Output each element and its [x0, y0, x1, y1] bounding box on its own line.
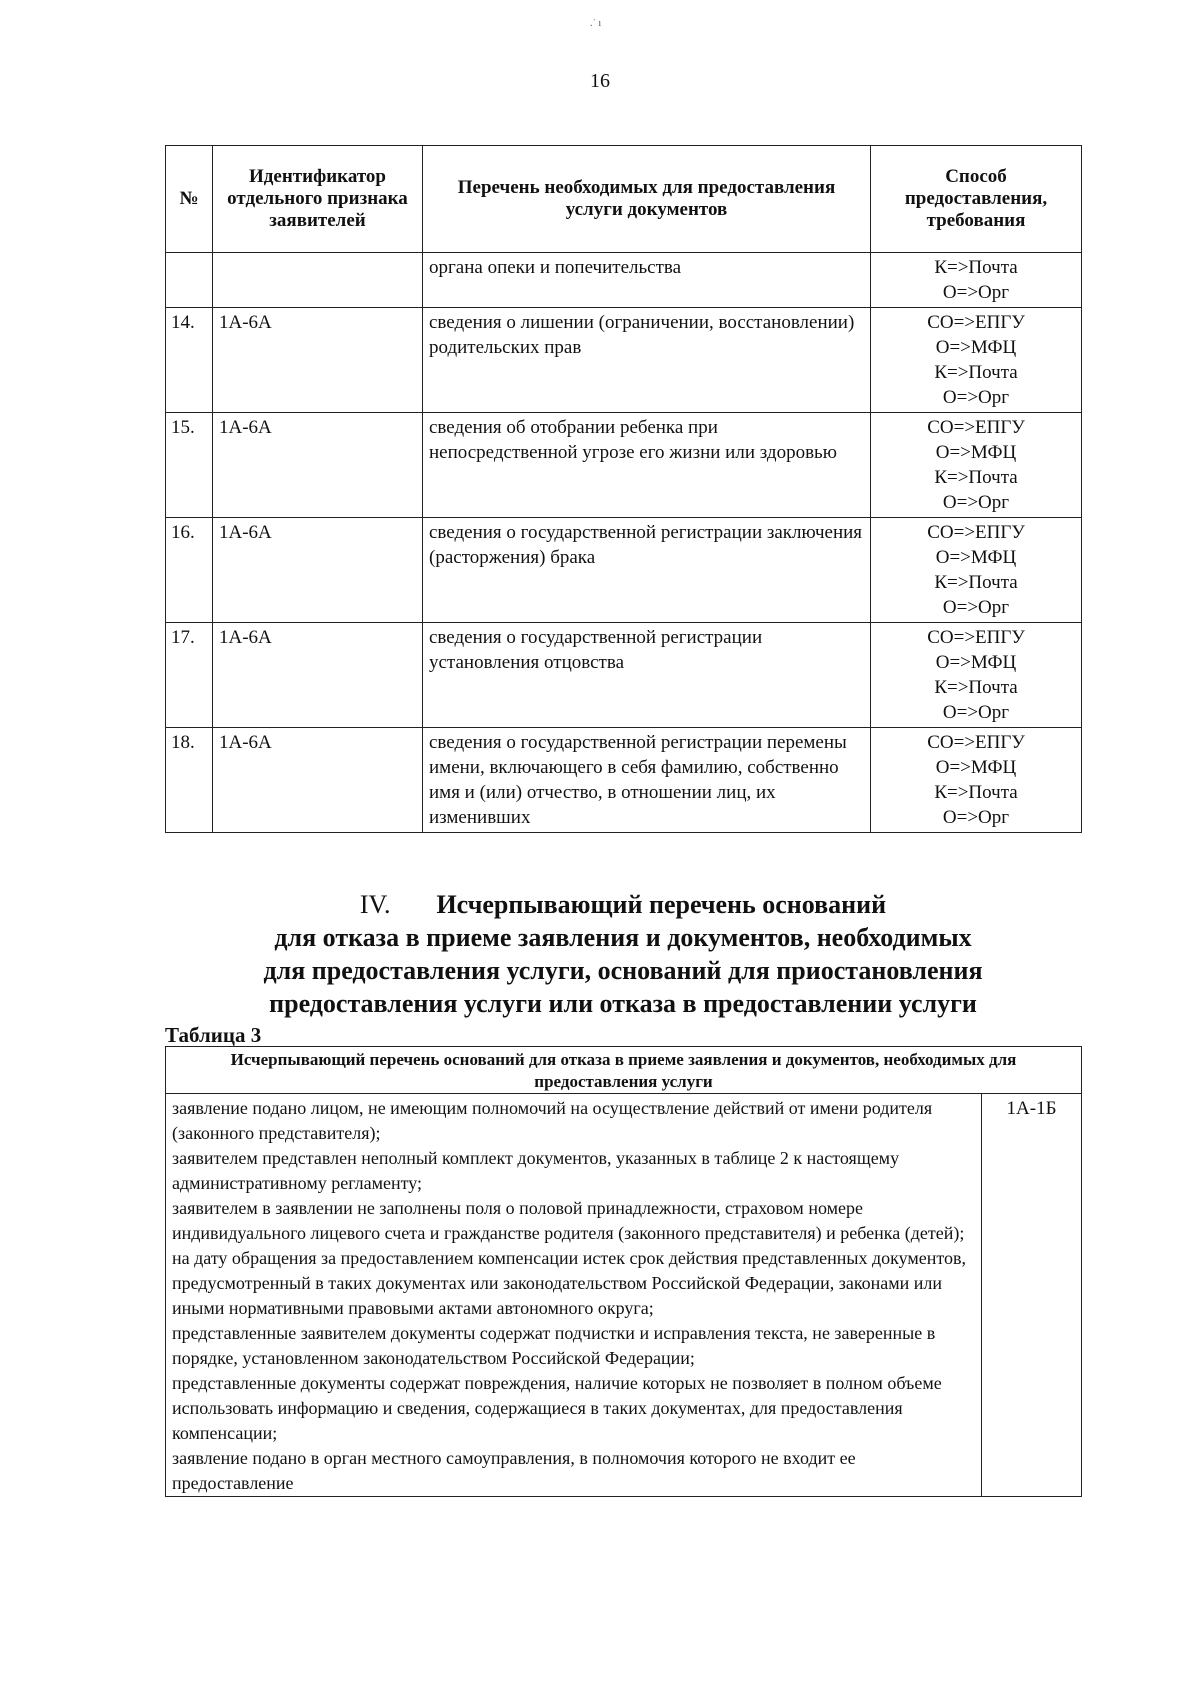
- documents-table: [165, 145, 1082, 833]
- refusal-grounds-table: [165, 1046, 1082, 1497]
- documents-table-header: [166, 146, 1082, 253]
- method-item: К=>Почта: [934, 782, 1018, 803]
- method-item: СО=>ЕПГУ: [927, 522, 1025, 543]
- header-num: №: [166, 146, 213, 253]
- method-item: К=>Почта: [934, 362, 1018, 383]
- table-row: [166, 308, 1082, 413]
- section-title-line: [165, 888, 1081, 921]
- refusal-table-title: Исчерпывающий перечень оснований для отказа в приеме заявления и документов, необходимых для предоставления услуги: [166, 1047, 1082, 1094]
- method-item: О=>МФЦ: [935, 547, 1017, 568]
- list-item: заявление подано лицом, не имеющим полномочий на осуществление действий от имени родителя (законного представителя);: [172, 1098, 933, 1143]
- row-document: органа опеки и попечительства: [423, 253, 871, 308]
- row-num: [166, 253, 213, 308]
- table-row: [166, 1094, 1082, 1497]
- section-numeral: IV.: [359, 890, 391, 919]
- row-num: 14.: [166, 308, 213, 413]
- list-item: заявителем представлен неполный комплект документов, указанных в таблице 2 к настоящему административному регламенту;: [172, 1148, 900, 1193]
- row-identifier: 1А-6А: [213, 308, 423, 413]
- method-item: К=>Почта: [934, 467, 1018, 488]
- row-identifier: 1А-6А: [213, 728, 423, 833]
- row-num: 16.: [166, 518, 213, 623]
- list-item: на дату обращения за предоставлением компенсации истек срок действия представленных документов, предусмотренный в таких документах или законодательством Российской Федерации, законами или иными нормативными правовыми актами автономного округа;: [172, 1248, 966, 1318]
- section-title-text: Исчерпывающий перечень оснований: [436, 890, 887, 919]
- table-row: [166, 728, 1082, 833]
- refusal-table-header: [166, 1047, 1082, 1094]
- row-identifier: 1А-6А: [213, 623, 423, 728]
- method-item: О=>Орг: [942, 702, 1010, 723]
- row-identifier: 1А-6А: [213, 518, 423, 623]
- method-item: О=>МФЦ: [935, 442, 1017, 463]
- table-row: [166, 623, 1082, 728]
- method-item: О=>МФЦ: [935, 757, 1017, 778]
- row-num: 18.: [166, 728, 213, 833]
- method-item: О=>Орг: [942, 807, 1010, 828]
- row-num: 17.: [166, 623, 213, 728]
- section-title-line: для предоставления услуги, оснований для приостановления: [263, 956, 983, 985]
- section-title: [165, 888, 1081, 1020]
- method-item: О=>Орг: [942, 282, 1010, 303]
- row-methods: [871, 308, 1082, 413]
- list-item: представленные заявителем документы содержат подчистки и исправления текста, не заверенные в порядке, установленном законодательством Российской Федерации;: [172, 1323, 936, 1368]
- row-methods: [871, 253, 1082, 308]
- row-document: сведения о государственной регистрации установления отцовства: [423, 623, 871, 728]
- method-item: СО=>ЕПГУ: [927, 627, 1025, 648]
- list-item: представленные документы содержат повреждения, наличие которых не позволяет в полном объеме использовать информацию и сведения, содержащиеся в таких документах, для предоставления компенсации;: [172, 1373, 942, 1443]
- header-method: Способ предоставления, требования: [871, 146, 1082, 253]
- table-label: Таблица 3: [165, 1023, 262, 1047]
- table-row: [166, 253, 1082, 308]
- method-item: СО=>ЕПГУ: [927, 417, 1025, 438]
- row-document: сведения о государственной регистрации заключения (расторжения) брака: [423, 518, 871, 623]
- header-identifier: Идентификатор отдельного признака заявителей: [213, 146, 423, 253]
- method-item: О=>Орг: [942, 387, 1010, 408]
- table-row: [166, 518, 1082, 623]
- refusal-code: 1А-1Б: [982, 1094, 1082, 1497]
- scan-mark: .ˈ ı: [590, 18, 602, 29]
- method-item: СО=>ЕПГУ: [927, 312, 1025, 333]
- row-document: сведения о лишении (ограничении, восстановлении) родительских прав: [423, 308, 871, 413]
- row-num: 15.: [166, 413, 213, 518]
- row-document: сведения о государственной регистрации перемены имени, включающего в себя фамилию, собственно имя и (или) отчество, в отношении лиц, их изменивших: [423, 728, 871, 833]
- method-item: О=>МФЦ: [935, 652, 1017, 673]
- section-title-line: для отказа в приеме заявления и документов, необходимых: [274, 923, 972, 952]
- row-methods: [871, 413, 1082, 518]
- page-number: 16: [590, 70, 610, 92]
- method-item: О=>Орг: [942, 597, 1010, 618]
- section-title-line: предоставления услуги или отказа в предоставлении услуги: [269, 989, 977, 1018]
- method-item: СО=>ЕПГУ: [927, 732, 1025, 753]
- row-identifier: [213, 253, 423, 308]
- header-documents: Перечень необходимых для предоставления услуги документов: [423, 146, 871, 253]
- row-methods: [871, 623, 1082, 728]
- refusal-reasons: [166, 1094, 982, 1497]
- method-item: О=>МФЦ: [935, 337, 1017, 358]
- row-identifier: 1А-6А: [213, 413, 423, 518]
- row-document: сведения об отобрании ребенка при непосредственной угрозе его жизни или здоровью: [423, 413, 871, 518]
- row-methods: [871, 728, 1082, 833]
- list-item: заявителем в заявлении не заполнены поля о половой принадлежности, страховом номере индивидуального лицевого счета и гражданстве родителя (законного представителя) и ребенка (детей);: [172, 1198, 965, 1243]
- table-row: [166, 413, 1082, 518]
- method-item: К=>Почта: [934, 257, 1018, 278]
- method-item: К=>Почта: [934, 677, 1018, 698]
- list-item: заявление подано в орган местного самоуправления, в полномочия которого не входит ее предоставление: [172, 1448, 856, 1493]
- method-item: О=>Орг: [942, 492, 1010, 513]
- method-item: К=>Почта: [934, 572, 1018, 593]
- row-methods: [871, 518, 1082, 623]
